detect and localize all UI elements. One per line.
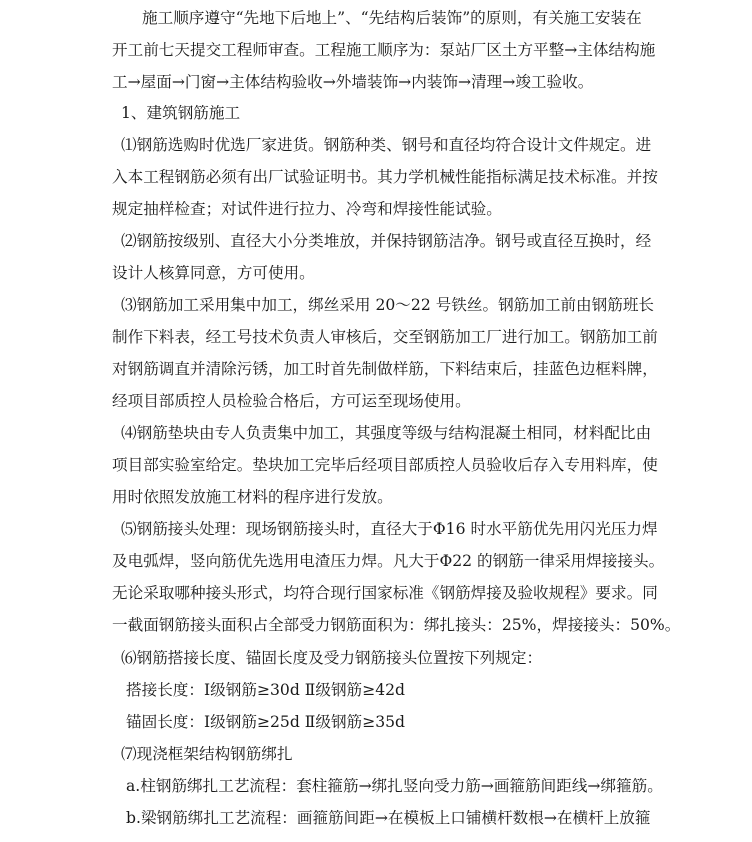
paragraph-line: 用时依照发放施工材料的程序进行发放。	[112, 488, 393, 506]
paragraph-line: 规定抽样检查；对试件进行拉力、冷弯和焊接性能试验。	[112, 200, 502, 218]
paragraph-line: ⑸钢筋接头处理：现场钢筋接头时，直径大于Φ16 时水平筋优先用闪光压力焊	[121, 520, 658, 538]
paragraph-line: 入本工程钢筋必须有出厂试验证明书。其力学机械性能指标满足技术标准。并按	[112, 168, 658, 186]
paragraph-line: ⑺现浇框架结构钢筋绑扎	[121, 745, 293, 763]
paragraph-line: 制作下料表，经工号技术负责人审核后，交至钢筋加工厂进行加工。钢筋加工前	[112, 328, 658, 346]
paragraph-line: 一截面钢筋接头面积占全部受力钢筋面积为：绑扎接头：25%，焊接接头：50%。	[112, 616, 681, 634]
paragraph-line: 经项目部质控人员检验合格后，方可运至现场使用。	[112, 392, 471, 410]
paragraph-line: ⑶钢筋加工采用集中加工，绑丝采用 20～22 号铁丝。钢筋加工前由钢筋班长	[121, 296, 655, 314]
paragraph-line: 施工顺序遵守“先地下后地上”、“先结构后装饰”的原则，有关施工安装在	[142, 9, 642, 27]
paragraph-line: 开工前七天提交工程师审查。工程施工顺序为：泵站厂区土方平整→主体结构施	[112, 41, 656, 59]
paragraph-line: 对钢筋调直并清除污锈，加工时首先制做样筋，下料结束后，挂蓝色边框料牌，	[112, 360, 658, 378]
paragraph-line: 设计人核算同意，方可使用。	[112, 264, 315, 282]
paragraph-line: 工→屋面→门窗→主体结构验收→外墙装饰→内装饰→清理→竣工验收。	[112, 73, 594, 91]
spec-line: 锚固长度：Ⅰ级钢筋≥25d Ⅱ级钢筋≥35d	[126, 713, 406, 731]
paragraph-line: ⑵钢筋按级别、直径大小分类堆放，并保持钢筋洁净。钢号或直径互换时，经	[121, 232, 652, 250]
paragraph-line: ⑷钢筋垫块由专人负责集中加工，其强度等级与结构混凝土相同，材料配比由	[121, 424, 652, 442]
paragraph-line: ⑴钢筋选购时优选厂家进货。钢筋种类、钢号和直径均符合设计文件规定。进	[121, 136, 652, 154]
section-heading: 1、建筑钢筋施工	[121, 104, 241, 122]
paragraph-line: ⑹钢筋搭接长度、锚固长度及受力钢筋接头位置按下列规定：	[121, 649, 543, 667]
paragraph-line: 及电弧焊，竖向筋优先选用电渣压力焊。凡大于Φ22 的钢筋一律采用焊接接头。	[112, 552, 665, 570]
paragraph-line: 项目部实验室给定。垫块加工完毕后经项目部质控人员验收后存入专用料库，使	[112, 456, 658, 474]
spec-line: 搭接长度：Ⅰ级钢筋≥30d Ⅱ级钢筋≥42d	[126, 681, 406, 699]
paragraph-line: b.梁钢筋绑扎工艺流程：画箍筋间距→在模板上口铺横杆数根→在横杆上放箍	[126, 809, 651, 827]
paragraph-line: 无论采取哪种接头形式，均符合现行国家标准《钢筋焊接及验收规程》要求。同	[112, 584, 658, 602]
paragraph-line: a.柱钢筋绑扎工艺流程：套柱箍筋→绑扎竖向受力筋→画箍筋间距线→绑箍筋。	[126, 777, 663, 795]
